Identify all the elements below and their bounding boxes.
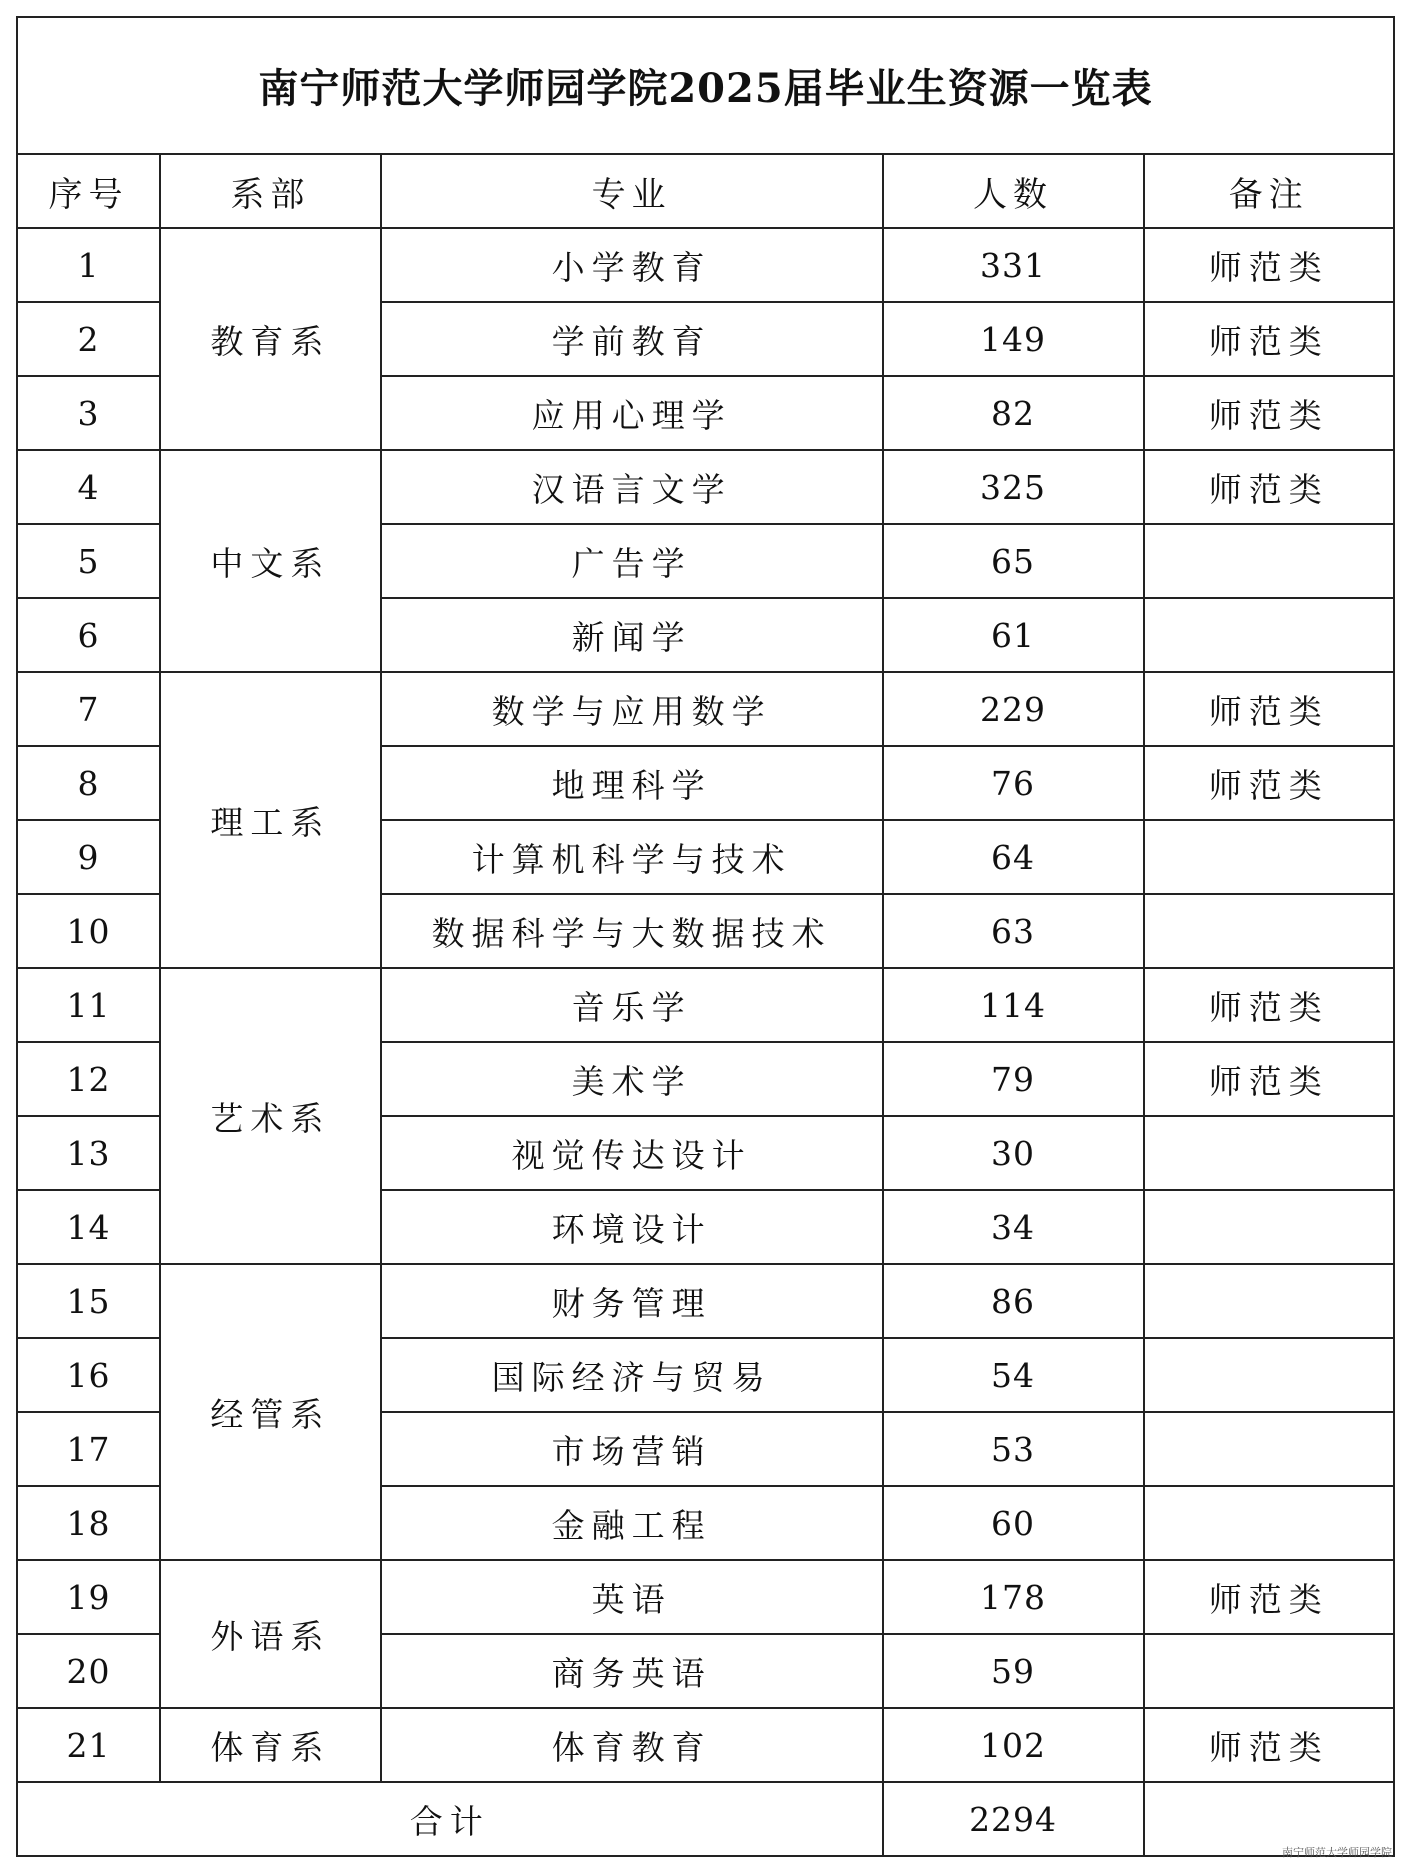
row-seq: 17: [17, 1412, 160, 1486]
major-name: 新闻学: [381, 598, 883, 672]
row-seq: 2: [17, 302, 160, 376]
major-name: 英语: [381, 1560, 883, 1634]
department-name: 艺术系: [160, 968, 381, 1264]
row-seq: 16: [17, 1338, 160, 1412]
row-note: 师范类: [1144, 1708, 1394, 1782]
row-note: [1144, 1338, 1394, 1412]
major-name: 视觉传达设计: [381, 1116, 883, 1190]
department-name: 经管系: [160, 1264, 381, 1560]
graduate-count: 54: [883, 1338, 1144, 1412]
row-note: [1144, 1116, 1394, 1190]
graduate-count: 79: [883, 1042, 1144, 1116]
graduate-count: 64: [883, 820, 1144, 894]
row-note: 师范类: [1144, 376, 1394, 450]
row-note: 师范类: [1144, 228, 1394, 302]
graduate-count: 102: [883, 1708, 1144, 1782]
total-row: [17, 1782, 1394, 1856]
major-name: 汉语言文学: [381, 450, 883, 524]
major-name: 数据科学与大数据技术: [381, 894, 883, 968]
row-seq: 12: [17, 1042, 160, 1116]
table-row: [17, 228, 1394, 302]
total-count: 2294: [883, 1782, 1144, 1856]
header-dept: 系部: [160, 154, 381, 228]
graduate-count: 60: [883, 1486, 1144, 1560]
row-note: [1144, 1486, 1394, 1560]
row-note: 师范类: [1144, 746, 1394, 820]
row-note: 师范类: [1144, 1042, 1394, 1116]
row-seq: 15: [17, 1264, 160, 1338]
graduate-count: 30: [883, 1116, 1144, 1190]
row-note: [1144, 1634, 1394, 1708]
major-name: 美术学: [381, 1042, 883, 1116]
total-label: 合计: [17, 1782, 883, 1856]
row-note: 师范类: [1144, 450, 1394, 524]
major-name: 广告学: [381, 524, 883, 598]
header-row: [17, 154, 1394, 228]
row-seq: 8: [17, 746, 160, 820]
major-name: 地理科学: [381, 746, 883, 820]
row-note: [1144, 1264, 1394, 1338]
row-note: 师范类: [1144, 302, 1394, 376]
table-title: 南宁师范大学师园学院2025届毕业生资源一览表: [17, 17, 1394, 154]
graduate-count: 114: [883, 968, 1144, 1042]
row-note: [1144, 1412, 1394, 1486]
graduate-count: 65: [883, 524, 1144, 598]
row-note: 师范类: [1144, 1560, 1394, 1634]
table-body: [17, 228, 1394, 1782]
graduate-count: 53: [883, 1412, 1144, 1486]
graduate-count: 82: [883, 376, 1144, 450]
major-name: 金融工程: [381, 1486, 883, 1560]
department-name: 外语系: [160, 1560, 381, 1708]
row-seq: 21: [17, 1708, 160, 1782]
major-name: 商务英语: [381, 1634, 883, 1708]
major-name: 体育教育: [381, 1708, 883, 1782]
row-seq: 11: [17, 968, 160, 1042]
row-seq: 18: [17, 1486, 160, 1560]
row-note: 师范类: [1144, 968, 1394, 1042]
major-name: 音乐学: [381, 968, 883, 1042]
graduate-count: 149: [883, 302, 1144, 376]
major-name: 数学与应用数学: [381, 672, 883, 746]
table-row: [17, 1264, 1394, 1338]
row-seq: 4: [17, 450, 160, 524]
graduate-count: 63: [883, 894, 1144, 968]
graduate-resource-table: [16, 16, 1395, 1857]
department-name: 教育系: [160, 228, 381, 450]
watermark-text: 南宁师范大学师园学院: [1282, 1846, 1392, 1859]
graduate-count: 86: [883, 1264, 1144, 1338]
major-name: 财务管理: [381, 1264, 883, 1338]
major-name: 应用心理学: [381, 376, 883, 450]
major-name: 小学教育: [381, 228, 883, 302]
row-seq: 5: [17, 524, 160, 598]
major-name: 计算机科学与技术: [381, 820, 883, 894]
graduate-count: 325: [883, 450, 1144, 524]
header-count: 人数: [883, 154, 1144, 228]
department-name: 理工系: [160, 672, 381, 968]
graduate-count: 76: [883, 746, 1144, 820]
row-seq: 6: [17, 598, 160, 672]
row-seq: 13: [17, 1116, 160, 1190]
major-name: 市场营销: [381, 1412, 883, 1486]
department-name: 中文系: [160, 450, 381, 672]
row-seq: 7: [17, 672, 160, 746]
header-seq: 序号: [17, 154, 160, 228]
table-row: [17, 1708, 1394, 1782]
row-seq: 14: [17, 1190, 160, 1264]
major-name: 学前教育: [381, 302, 883, 376]
row-seq: 9: [17, 820, 160, 894]
table-row: [17, 672, 1394, 746]
major-name: 国际经济与贸易: [381, 1338, 883, 1412]
graduate-count: 34: [883, 1190, 1144, 1264]
row-seq: 3: [17, 376, 160, 450]
row-note: [1144, 524, 1394, 598]
header-major: 专业: [381, 154, 883, 228]
graduate-count: 229: [883, 672, 1144, 746]
header-note: 备注: [1144, 154, 1394, 228]
row-note: [1144, 820, 1394, 894]
row-seq: 10: [17, 894, 160, 968]
graduate-count: 59: [883, 1634, 1144, 1708]
row-seq: 1: [17, 228, 160, 302]
table-row: [17, 1560, 1394, 1634]
department-name: 体育系: [160, 1708, 381, 1782]
table-row: [17, 968, 1394, 1042]
graduate-count: 331: [883, 228, 1144, 302]
row-seq: 19: [17, 1560, 160, 1634]
graduate-count: 61: [883, 598, 1144, 672]
graduate-count: 178: [883, 1560, 1144, 1634]
table-row: [17, 450, 1394, 524]
row-note: 师范类: [1144, 672, 1394, 746]
row-note: [1144, 598, 1394, 672]
row-note: [1144, 894, 1394, 968]
row-seq: 20: [17, 1634, 160, 1708]
row-note: [1144, 1190, 1394, 1264]
major-name: 环境设计: [381, 1190, 883, 1264]
